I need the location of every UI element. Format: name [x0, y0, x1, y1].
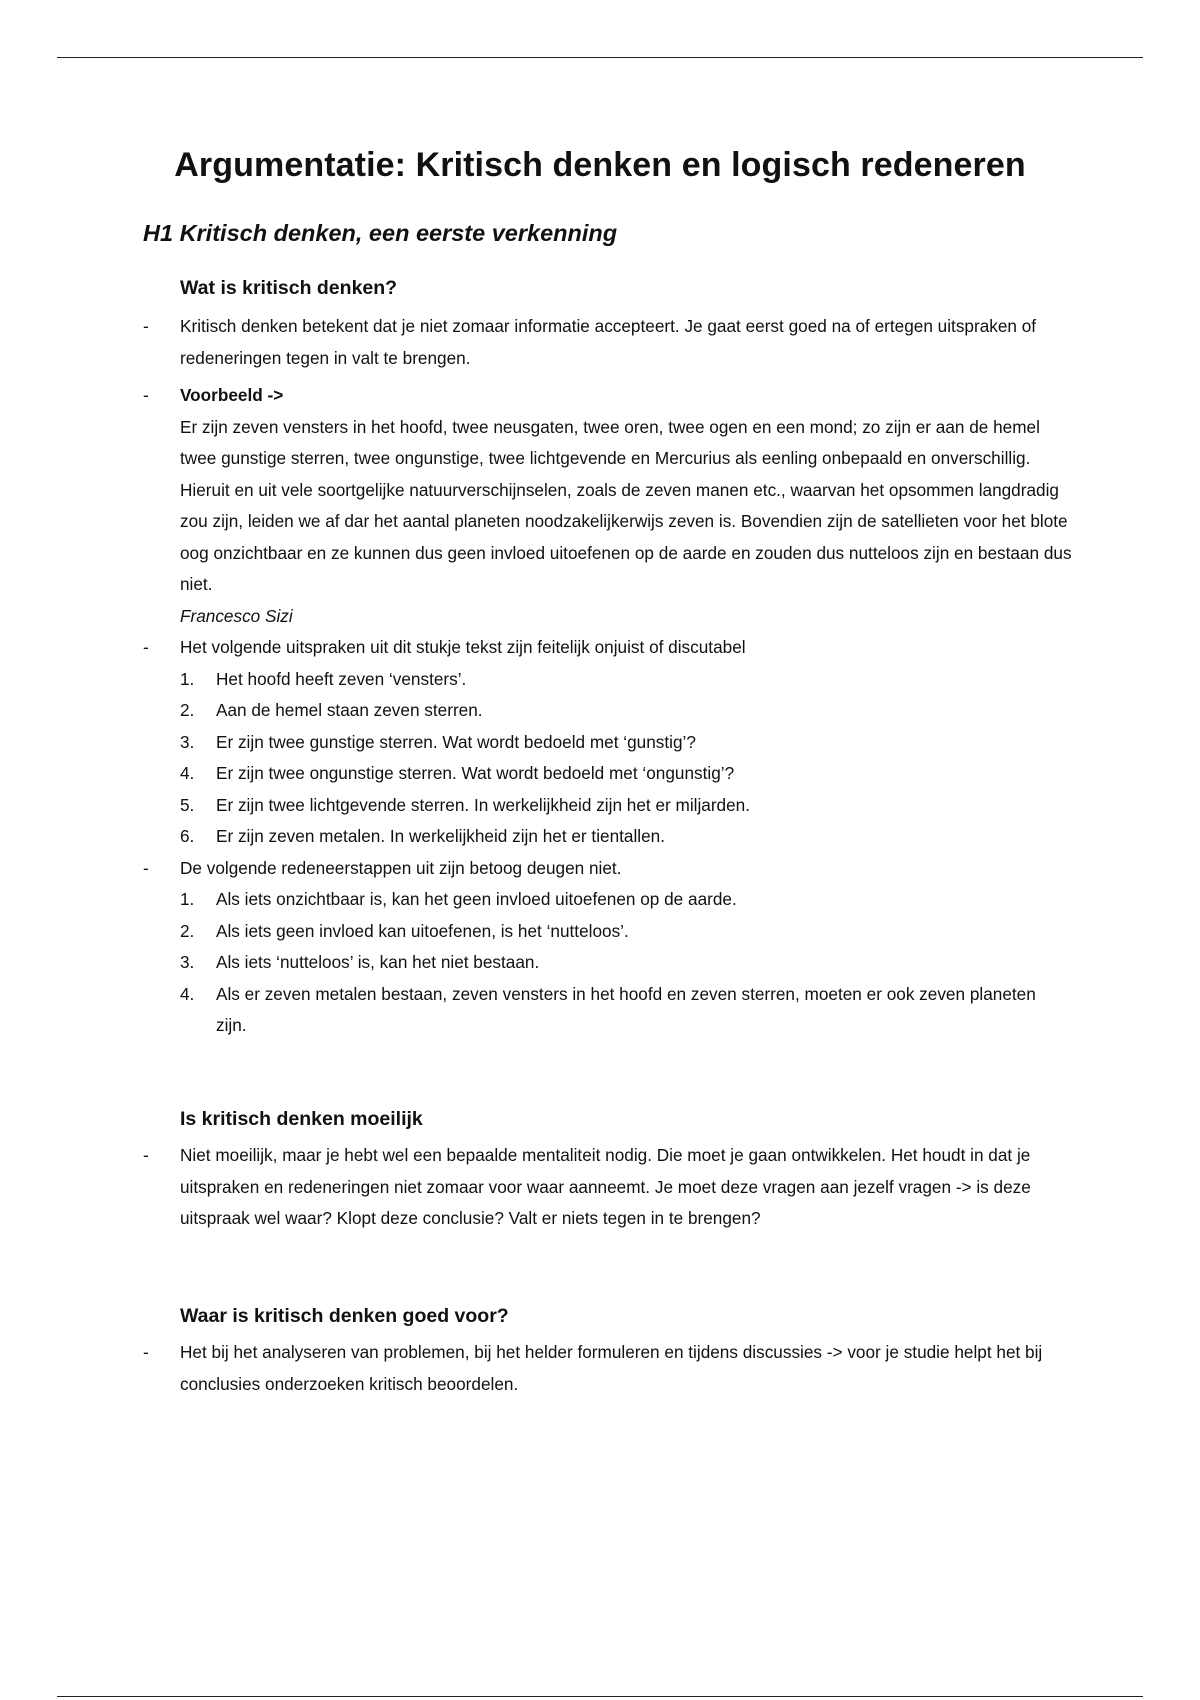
bullet-dash: -	[143, 316, 149, 336]
section-heading: Wat is kritisch denken?	[180, 277, 398, 299]
list-item: 2. Als iets geen invloed kan uitoefenen, is het ‘nutteloos’.	[180, 920, 629, 941]
paragraph: - Het bij het analyseren van problemen, bij het helder formuleren en tijdens discussies -> voor je studie helpt het bij conclusies onderzoeken kritisch beoordelen.	[0, 1337, 1200, 1400]
chapter-heading: H1 Kritisch denken, een eerste verkenning	[143, 220, 618, 246]
list-item: 6. Er zijn zeven metalen. In werkelijkheid zijn het er tientallen.	[180, 826, 666, 846]
list-item: 5. Er zijn twee lichtgevende sterren. In werkelijkheid zijn het er miljarden.	[180, 794, 751, 815]
list-item: 3. Er zijn twee gunstige sterren. Wat wordt bedoeld met ‘gunstig’?	[180, 731, 696, 752]
list-item: 2. Aan de hemel staan zeven sterren.	[180, 700, 483, 720]
bullet-dash: -	[143, 1342, 149, 1362]
list2	[0, 884, 1200, 1042]
section-is-kritisch-denken-moeilijk	[0, 1106, 1200, 1235]
example-label: Voorbeeld ->	[180, 385, 284, 405]
list2-intro: - De volgende redeneerstappen uit zijn betoog deugen niet.	[0, 853, 1200, 885]
bullet-dash: -	[143, 637, 149, 657]
list1-intro: - Het volgende uitspraken uit dit stukje tekst zijn feitelijk onjuist of discutabel	[0, 632, 1200, 664]
document-title: Argumentatie: Kritisch denken en logisch redeneren	[174, 146, 1026, 184]
list-item: 4. Er zijn twee ongunstige sterren. Wat wordt bedoeld met ‘ongunstig’?	[180, 763, 735, 783]
section-wat-is-kritisch-denken	[0, 275, 1200, 1042]
paragraph: - Niet moeilijk, maar je hebt wel een bepaalde mentaliteit nodig. Die moet je gaan ontwikkelen. Het houdt in dat je uitspraken en redeneringen niet zomaar voor waar aanneemt. Je moet deze vragen aan jezelf vragen -> is deze uitspraak wel waar? Klopt deze conclusie? Valt er niets tegen in te brengen?	[0, 1140, 1200, 1235]
list-item: 3. Als iets ‘nutteloos’ is, kan het niet bestaan.	[180, 952, 540, 972]
list-item: 1. Het hoofd heeft zeven ‘vensters’.	[180, 668, 467, 689]
example-paragraph	[0, 380, 1200, 632]
example-author: Francesco Sizi	[180, 605, 293, 626]
definition-paragraph	[0, 311, 1200, 374]
bullet-dash: -	[143, 1145, 149, 1165]
definition-text: Kritisch denken betekent dat je niet zomaar informatie accepteert. Je gaat eerst goed na of ertegen uitspraken of redeneringen tegen in valt te brengen.	[180, 316, 1037, 368]
section-heading: Waar is kritisch denken goed voor?	[180, 1305, 509, 1327]
section-waar-is-kritisch-denken-goed-voor	[0, 1303, 1200, 1400]
example-text: Er zijn zeven vensters in het hoofd, twee neusgaten, twee oren, twee ogen en een mond; zo zijn er aan de hemel twee gunstige sterren, twee ongunstige, twee lichtgevende en Mercurius als eenling onbepaald en onverschillig. Hieruit en uit vele soortgelijke natuurverschijnselen, zoals de zeven manen etc., waarvan het opsommen langdradig zou zijn, leiden we af dar het aantal planeten noodzakelijkerwijs zeven is. Bovendien zijn de satellieten voor het blote oog onzichtbaar en ze kunnen dus geen invloed uitoefenen op de aarde en zouden dus nutteloos zijn en bestaan dus niet.	[180, 416, 1072, 594]
bullet-dash: -	[143, 857, 149, 878]
footer-rule	[57, 1696, 1143, 1697]
list-item: 1. Als iets onzichtbaar is, kan het geen invloed uitoefenen op de aarde.	[180, 889, 737, 909]
header-rule	[57, 57, 1143, 58]
list-item: 4. Als er zeven metalen bestaan, zeven vensters in het hoofd en zeven sterren, moeten er ook zeven planeten zijn.	[180, 983, 1036, 1035]
section-heading: Is kritisch denken moeilijk	[180, 1108, 423, 1130]
list1	[0, 664, 1200, 853]
bullet-dash: -	[143, 385, 149, 405]
